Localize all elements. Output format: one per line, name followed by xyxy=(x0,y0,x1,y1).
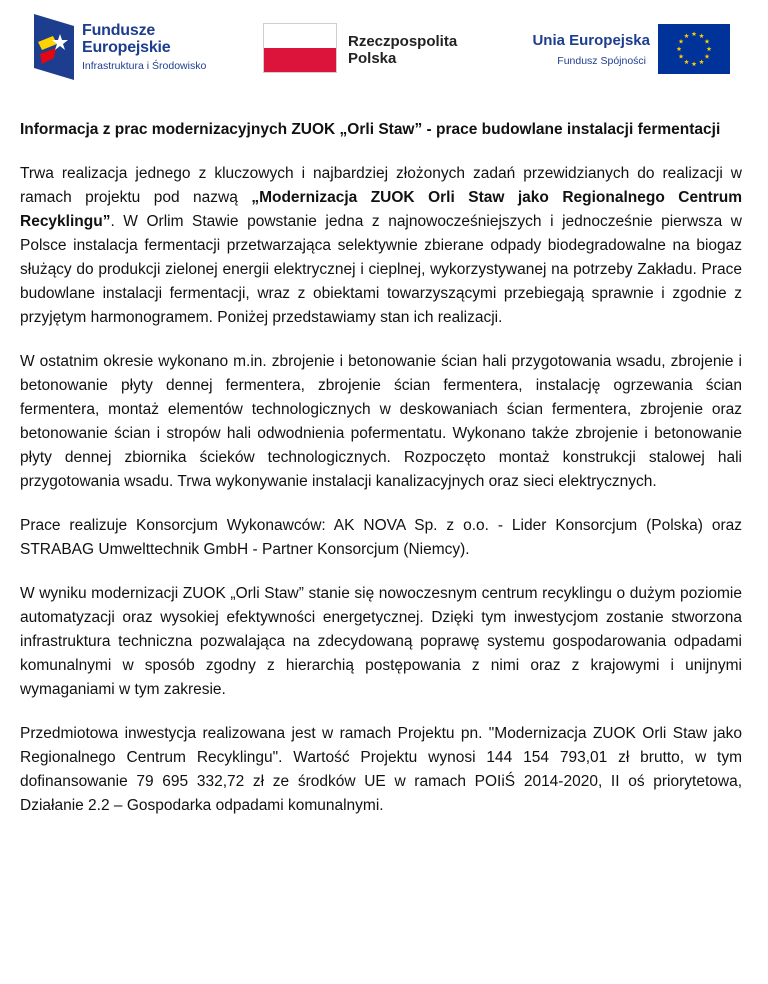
rzeczpospolita-line1: Rzeczpospolita xyxy=(348,33,458,50)
polish-flag-icon xyxy=(264,24,336,72)
fundusze-europejskie-star-icon xyxy=(34,14,74,80)
paragraph-2: W ostatnim okresie wykonano m.in. zbrojenie i betonowanie ścian hali przygotowania wsadu, zbrojenie i betonowanie płyty dennej fermentera, zbrojenie ścian fermentera, instalację ogrzewania ścian fermentera, montaż elementów technologicznych w deskowaniach ścian fermentera, zbrojenie oraz betonowanie ścian i stropów hali odwodnienia pofermentatu. Wykonano także zbrojenie i betonowanie płyty dennej zbiornika ścieków technologicznych. Rozpoczęto montaż konstrukcji stalowej hali przygotowania wsadu. Trwa wykonywanie instalacji kanalizacyjnych oraz sieci elektrycznych. xyxy=(20,353,742,490)
project-name: „Modernizacja ZUOK Orli Staw jako Regionalnego Centrum Recyklingu” xyxy=(20,189,742,230)
paragraph-5: Przedmiotowa inwestycja realizowana jest w ramach Projektu pn. "Modernizacja ZUOK Orli Staw jako Regionalnego Centrum Recyklingu". Wartość Projektu wynosi 144 154 793,01 zł brutto, w tym dofinansowanie 79 695 332,72 zł ze środków UE w ramach POIiŚ 2014-2020, II oś priorytetowa, Działanie 2.2 – Gospodarka odpadami komunalnymi. xyxy=(20,725,742,814)
paragraph-4: W wyniku modernizacji ZUOK „Orli Staw” stanie się nowoczesnym centrum recyklingu o dużym poziomie automatyzacji oraz wysokiej efektywności energetycznej. Dzięki tym inwestycjom zostanie stworzona infrastruktura techniczna pozwalająca na zdecydowaną poprawę systemu gospodarowania odpadami komunalnymi w sposób zgodny z hierarchią postępowania z nimi oraz z krajowymi i unijnymi wymaganiami w tym zakresie. xyxy=(20,585,742,698)
unia-line1: Unia Europejska xyxy=(532,32,650,49)
unia-europejska-logo xyxy=(512,24,732,76)
rzeczpospolita-polska-logo xyxy=(262,24,482,76)
eu-flag-icon xyxy=(658,24,730,74)
fundusze-line2: Europejskie xyxy=(82,39,171,56)
article-title: Informacja z prac modernizacyjnych ZUOK „Orli Staw” - prace budowlane instalacji fermentacji xyxy=(20,121,721,138)
logo-bar xyxy=(0,0,768,100)
article xyxy=(20,118,742,838)
fundusze-europejskie-logo xyxy=(34,14,234,80)
unia-fund: Fundusz Spójności xyxy=(557,55,646,67)
paragraph-1 xyxy=(20,162,742,330)
fundusze-line1: Fundusze xyxy=(82,22,156,39)
fundusze-program: Infrastruktura i Środowisko xyxy=(82,60,207,72)
paragraph-1-intro: Trwa realizacja jednego z kluczowych i najbardziej złożonych zadań przewidzianych do realizacji w ramach projektu pod nazwą xyxy=(20,165,742,206)
paragraph-1-rest: . W Orlim Stawie powstanie jedna z najnowocześniejszych i jednocześnie pierwsza w Polsce instalacja fermentacji przetwarzająca selektywnie zbierane odpady biodegradowalne na biogaz służący do produkcji zielonej energii elektrycznej i cieplnej, wykorzystywanej na potrzeby Zakładu. Prace budowlane instalacji fermentacji, wraz z obiektami towarzyszącymi przebiegają sprawnie i zgodnie z przyjętym harmonogramem. Poniżej przedstawiamy stan ich realizacji. xyxy=(20,213,742,326)
paragraph-3: Prace realizuje Konsorcjum Wykonawców: AK NOVA Sp. z o.o. - Lider Konsorcjum (Polska) oraz STRABAG Umwelttechnik GmbH - Partner Konsorcjum (Niemcy). xyxy=(20,517,742,558)
rzeczpospolita-line2: Polska xyxy=(348,50,397,67)
